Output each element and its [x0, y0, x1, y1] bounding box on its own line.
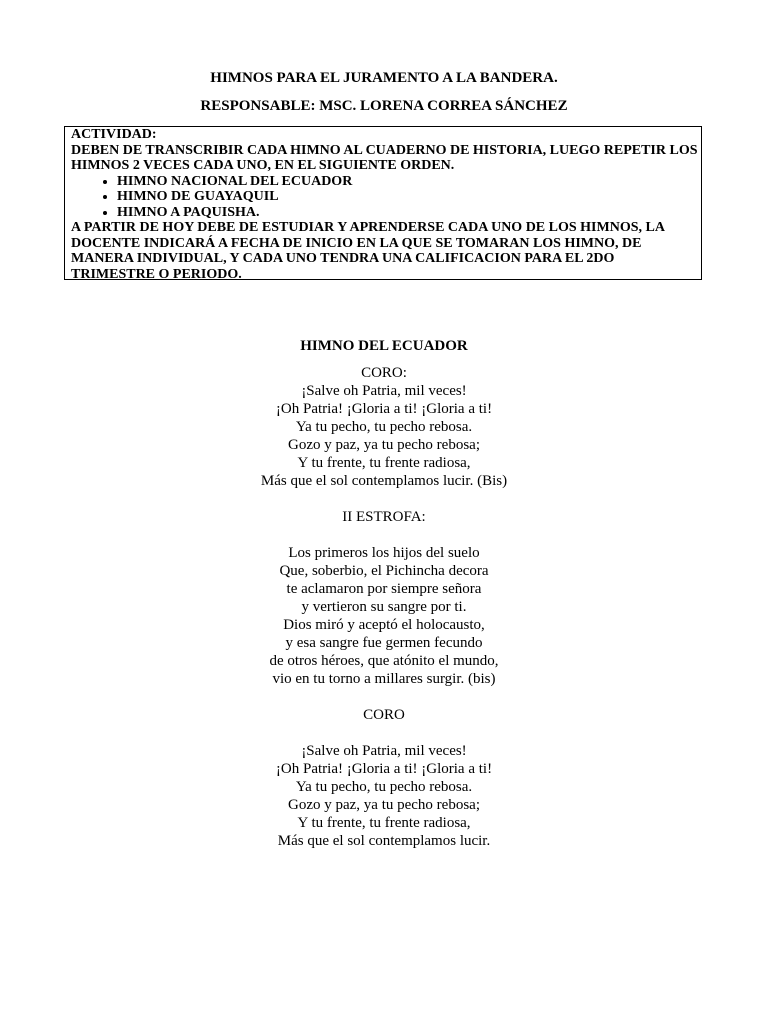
verse-line: Más que el sol contemplamos lucir. (Bis) — [260, 473, 508, 489]
coro-label: CORO — [363, 707, 405, 723]
activity-instructions: DEBEN DE TRANSCRIBIR CADA HIMNO AL CUADERNO DE HISTORIA, LUEGO REPETIR LOS HIMNOS 2 VECES CADA UNO, EN EL SIGUIENTE ORDEN. — [71, 142, 698, 173]
blank-line — [0, 490, 768, 508]
verse-line: ¡Salve oh Patria, mil veces! — [301, 383, 467, 399]
verse-line: te aclamaron por siempre señora — [286, 581, 482, 597]
hymn-title: HIMNO DEL ECUADOR — [300, 338, 468, 354]
blank-line — [0, 688, 768, 706]
blank-line — [0, 526, 768, 544]
list-item: • HIMNO NACIONAL DEL ECUADOR — [117, 174, 701, 190]
coro-stanza — [0, 742, 768, 850]
responsible-line: RESPONSABLE: MSC. LORENA CORREA SÁNCHEZ — [200, 98, 568, 114]
activity-note: A PARTIR DE HOY DEBE DE ESTUDIAR Y APRENDERSE CADA UNO DE LOS HIMNOS, LA DOCENTE INDICARÁ A FECHA DE INICIO EN LA QUE SE TOMARAN LOS HIMNO, DE MANERA INDIVIDUAL, Y CADA UNO TENDRA UNA CALIFICACION PARA EL 2DO TRIMESTRE O PERIODO. — [71, 220, 665, 282]
verse-line: Dios miró y aceptó el holocausto, — [283, 617, 485, 633]
list-item: • HIMNO DE GUAYAQUIL — [117, 189, 701, 205]
verse-line: Los primeros los hijos del suelo — [288, 545, 480, 561]
activity-label: ACTIVIDAD: — [71, 127, 157, 142]
verse-line: Más que el sol contemplamos lucir. — [277, 833, 491, 849]
document-title: HIMNOS PARA EL JURAMENTO A LA BANDERA. — [210, 70, 558, 86]
hymn-order-list — [71, 174, 701, 221]
activity-box — [64, 126, 702, 280]
verse-line: y vertieron su sangre por ti. — [301, 599, 467, 615]
verse-line: Y tu frente, tu frente radiosa, — [297, 815, 471, 831]
verse-line: vio en tu torno a millares surgir. (bis) — [272, 671, 496, 687]
verse-line: Ya tu pecho, tu pecho rebosa. — [295, 779, 473, 795]
verse-line: ¡Oh Patria! ¡Gloria a ti! ¡Gloria a ti! — [275, 761, 493, 777]
estrofa-label: II ESTROFA: — [342, 509, 426, 525]
verse-line: Y tu frente, tu frente radiosa, — [297, 455, 471, 471]
hymn-section — [0, 336, 768, 850]
verse-line: y esa sangre fue germen fecundo — [285, 635, 483, 651]
verse-line: Gozo y paz, ya tu pecho rebosa; — [287, 437, 480, 453]
verse-line: ¡Salve oh Patria, mil veces! — [301, 743, 467, 759]
estrofa-stanza — [0, 544, 768, 688]
verse-line: Ya tu pecho, tu pecho rebosa. — [295, 419, 473, 435]
blank-line — [0, 724, 768, 742]
verse-line: ¡Oh Patria! ¡Gloria a ti! ¡Gloria a ti! — [275, 401, 493, 417]
verse-line: de otros héroes, que atónito el mundo, — [269, 653, 499, 669]
verse-line: Gozo y paz, ya tu pecho rebosa; — [287, 797, 480, 813]
list-item: • HIMNO A PAQUISHA. — [117, 205, 701, 221]
coro-stanza — [0, 364, 768, 490]
verse-line: Que, soberbio, el Pichincha decora — [279, 563, 489, 579]
verse-line: CORO: — [361, 365, 407, 381]
